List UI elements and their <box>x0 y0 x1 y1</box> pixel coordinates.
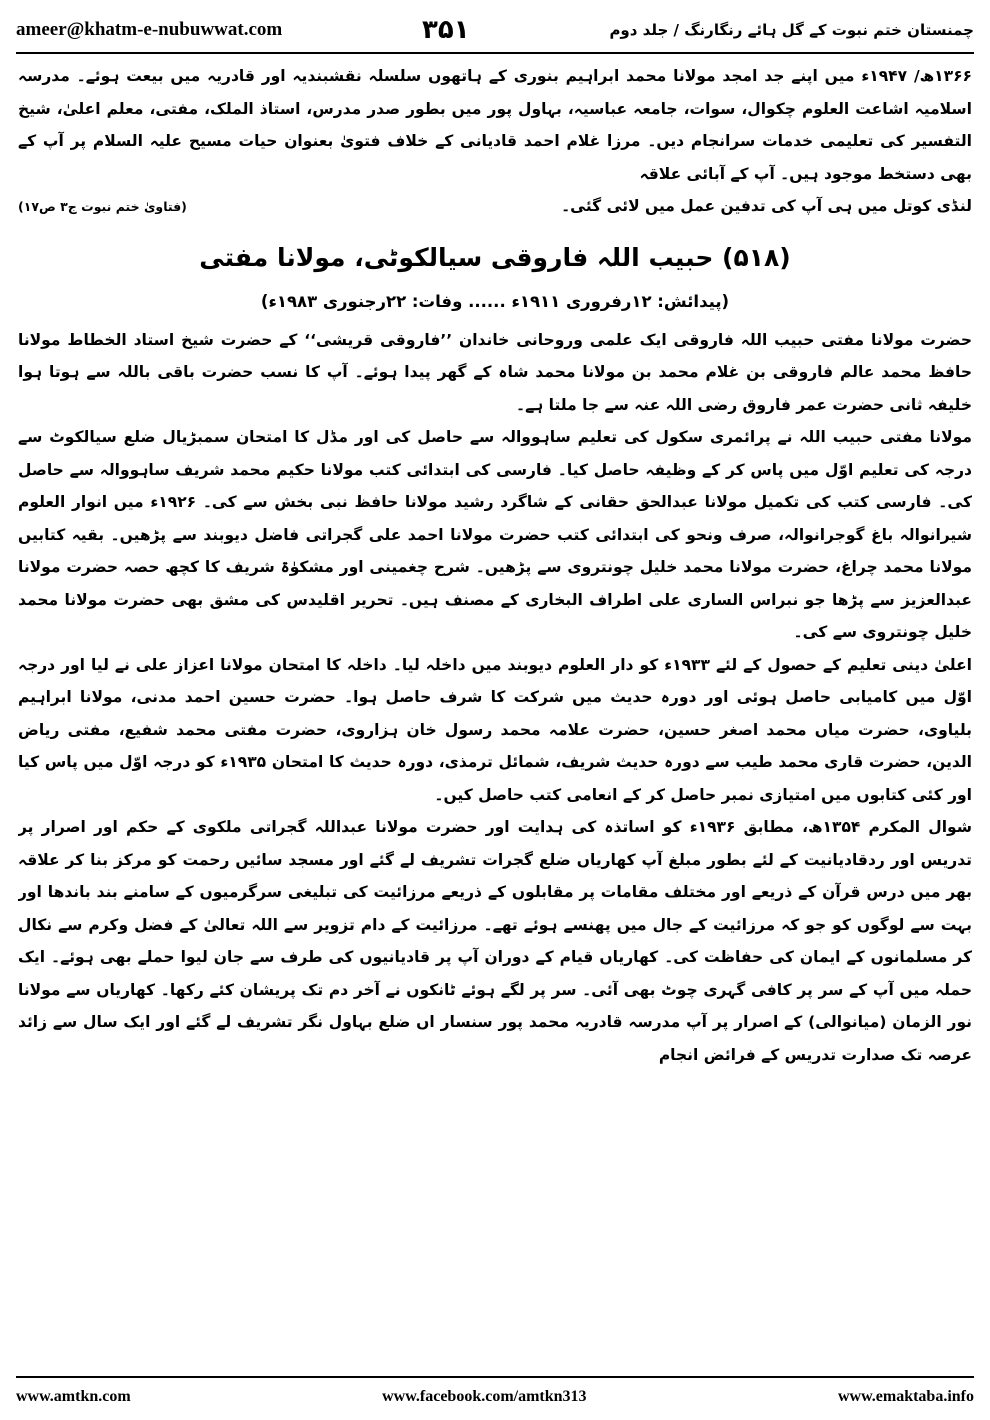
paragraph-deoband-education: اعلیٰ دینی تعلیم کے حصول کے لئے ۱۹۳۳ء کو دار العلوم دیوبند میں داخلہ لیا۔ داخلہ کا امتحان مولانا اعزاز علی نے لیا اور درجہ اوّل میں کامیابی حاصل ہوئی اور دورہ حدیث میں شرکت کا شرف حاصل ہوا۔ حضرت حسین احمد مدنی، مولانا ابراہیم بلیاوی، حضرت میاں محمد اصغر حسین، حضرت علامہ محمد رسول خان ہزاروی، حضرت مفتی محمد شفیع، مفتی ریاض الدین، حضرت قاری محمد طیب سے دورہ حدیث شریف، شمائل ترمذی، دورہ حدیث کا امتحان ۱۹۳۵ء کو درجہ اوّل میں پاس کیا اور کئی کتابوں میں امتیازی نمبر حاصل کر کے انعامی کتب حاصل کیں۔ <box>18 655 972 804</box>
footer-link-amtkn[interactable]: www.amtkn.com <box>16 1388 131 1405</box>
page-number: ۳۵۱ <box>422 15 470 45</box>
footer-link-emaktaba[interactable]: www.emaktaba.info <box>837 1388 974 1405</box>
intro-paragraph: ۱۳۶۶ھ/ ۱۹۴۷ء میں اپنے جد امجد مولانا محمد ابراہیم بنوری کے ہاتھوں سلسلہ نقشبندیہ اور قادریہ میں بیعت ہوئے۔ مدرسہ اسلامیہ اشاعت العلوم چکوال، سوات، جامعہ عباسیہ، بہاول پور میں بطور صدر مدرس، استاذ الملک، مفتی، معلم اعلیٰ، شیخ التفسیر کی تعلیمی خدمات سرانجام دیں۔ مرزا غلام احمد قادیانی کے خلاف فتویٰ بعنوان حیات مسیح علیہ السلام پر آپ کے بھی دستخط موجود ہیں۔ آپ کے آبائی علاقہ <box>18 67 972 183</box>
paragraph-early-education: مولانا مفتی حبیب اللہ نے پرائمری سکول کی تعلیم ساہووالہ سے حاصل کی اور مڈل کا امتحان سمبڑیال ضلع سیالکوٹ سے درجہ کی تعلیم اوّل میں پاس کر کے وظیفہ حاصل کیا۔ فارسی کی ابتدائی کتب مولانا حکیم محمد شریف ساہووالہ سے حاصل کی۔ فارسی کتب کی تکمیل مولانا عبدالحق حقانی کے شاگرد رشید مولانا حافظ نبی بخش سے کی۔ ۱۹۲۶ء میں انوار العلوم شیرانوالہ باغ گوجرانوالہ، صرف ونحو کی ابتدائی کتب حضرت مولانا احمد علی گجراتی فاضل دیوبند سے پڑھیں۔ بقیہ کتابیں مولانا محمد چراغ، حضرت مولانا محمد خلیل چونتروی سے پڑھیں۔ شرح چغمینی اور مشکوٰۃ شریف کا کچھ حصہ حضرت مولانا عبدالعزیز سے پڑھا جو نبراس الساری علی اطراف البخاری کے مصنف ہیں۔ تحریر اقلیدس کی مشق بھی حضرت مولانا محمد خلیل چونتروی سے کی۔ <box>18 428 972 641</box>
birth-death-dates: (پیدائش: ۱۲رفروری ۱۹۱۱ء ...... وفات: ۲۲رجنوری ۱۹۸۳ء) <box>260 291 730 311</box>
paragraph-teaching-career: شوال المکرم ۱۳۵۴ھ، مطابق ۱۹۳۶ء کو اساتذہ کی ہدایت اور حضرت مولانا عبداللہ گجراتی ملکوی کے حکم اور اصرار پر تدریس اور ردقادیانیت کے لئے بطور مبلغ آپ کھاریاں ضلع گجرات تشریف لے گئے اور مسجد سائیں رحمت کو مرکز بنا کر علاقہ بھر میں درس قرآن کے ذریعے اور مختلف مقامات پر مقابلوں کے ذریعے مرزائیت کی تبلیغی سرگرمیوں کے سامنے بند باندھا اور بہت سے لوگوں کو جو کہ مرزائیت کے جال میں پھنسے ہوئے تھے۔ مرزائیت کے دام تزویر سے اللہ تعالیٰ کے فضل وکرم سے نکال کر مسلمانوں کے ایمان کی حفاظت کی۔ کھاریاں قیام کے دوران آپ پر قادیانیوں کی طرف سے جان لیوا حملے بھی ہوئے۔ ایک حملہ میں آپ کے سر پر کافی گہری چوٹ بھی آئی۔ سر پر لگے ہوئے ٹانکوں نے آخر دم تک پریشان کئے رکھا۔ کھاریاں سے مولانا نور الزمان (میانوالی) کے اصرار پر آپ مدرسہ قادریہ محمد پور سنسار اں ضلع بہاول نگر تشریف لے گئے اور ایک سال سے زائد عرصہ تک صدارت تدریس کے فرائض انجام <box>18 818 972 1064</box>
paragraph-lineage: حضرت مولانا مفتی حبیب اللہ فاروقی ایک علمی وروحانی خاندان ’’فاروقی قریشی‘‘ کے حضرت شیخ استاد الخطاط مولانا حافظ محمد عالم فاروقی بن غلام محمد بن مولانا محمد شاہ کے گھر پیدا ہوئے۔ آپ کا نسب حضرت باقی باللہ سے ہوتا ہوا خلیفہ ثانی حضرت عمر فاروق رضی اللہ عنہ سے جا ملتا ہے۔ <box>18 330 972 414</box>
book-title: چمنستان ختم نبوت کے گل ہائے رنگارنگ / جلد دوم <box>609 21 974 39</box>
page-header <box>16 8 974 54</box>
page-body <box>18 60 972 1370</box>
intro-last-line: لنڈی کوتل میں ہی آپ کی تدفین عمل میں لائی گئی۔ <box>561 197 972 215</box>
footer-link-facebook[interactable]: www.facebook.com/amtkn313 <box>382 1388 587 1405</box>
header-email[interactable]: ameer@khatm-e-nubuwwat.com <box>16 19 283 40</box>
section-title: (۵۱۸) حبیب اللہ فاروقی سیالکوٹی، مولانا مفتی <box>199 242 791 272</box>
page-footer <box>16 1376 974 1416</box>
intro-last-line-row <box>18 190 972 224</box>
intro-citation: (فتاویٰ ختم نبوت ج۳ ص۱۷) <box>18 199 187 214</box>
